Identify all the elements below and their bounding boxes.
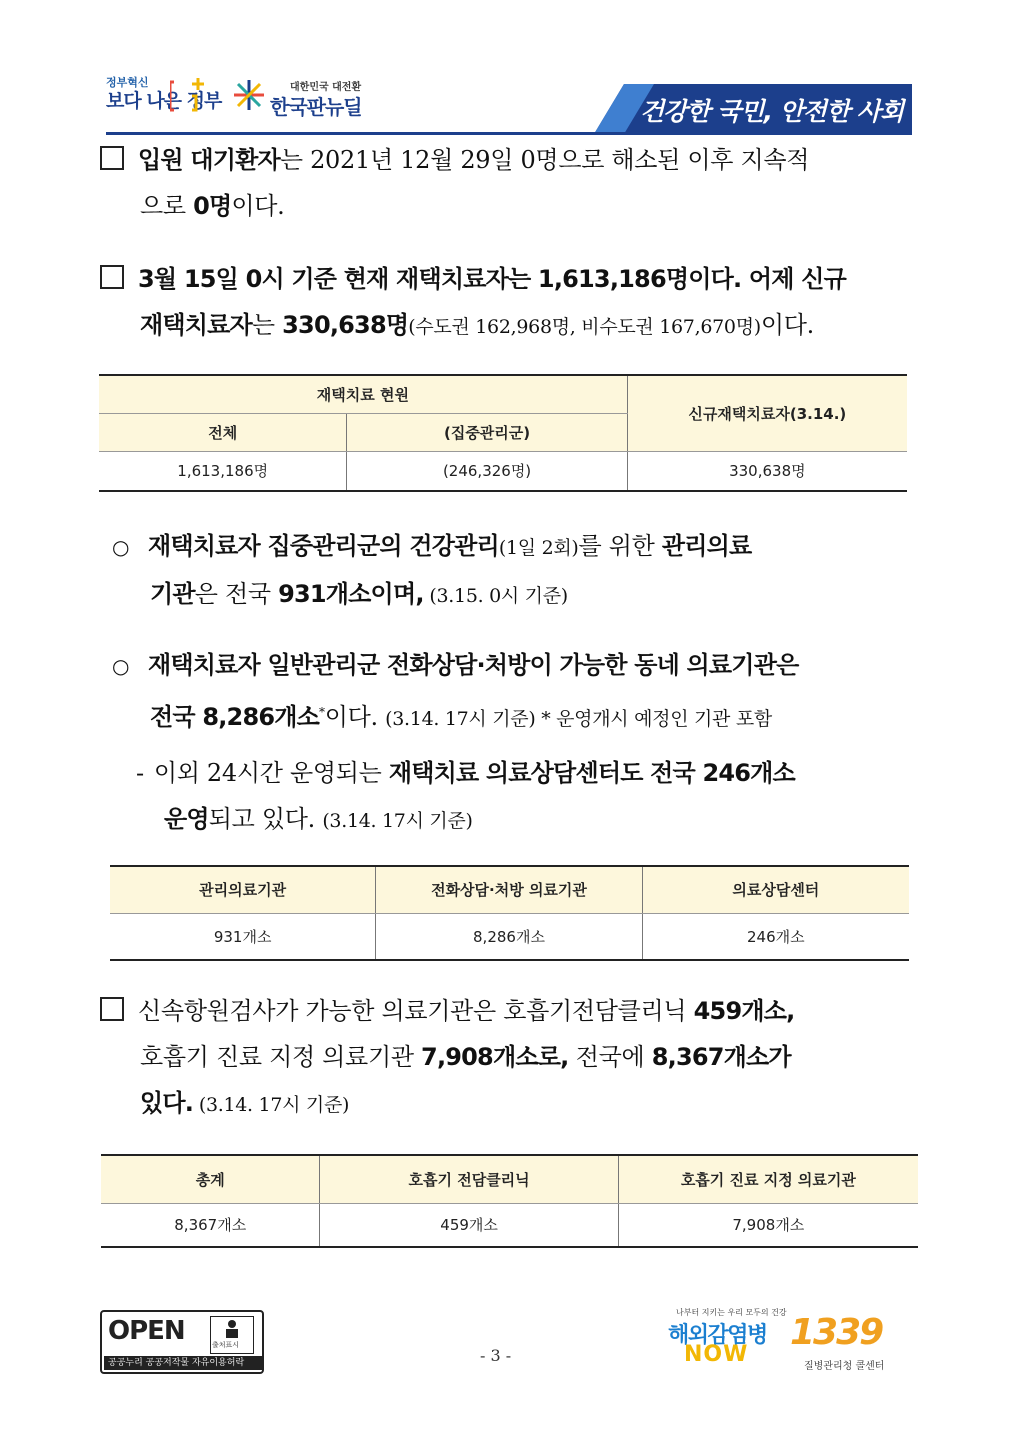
kdca-tagline: 나부터 지키는 우리 모두의 건강 (676, 1308, 787, 1317)
person-icon (211, 1317, 253, 1339)
open-license-subtitle: 공공누리 공공저작물 자유이용허락 (104, 1356, 262, 1370)
page-number: - 3 - (480, 1346, 512, 1365)
slogan-text: 건강한 국민, 안전한 사회 (640, 97, 904, 126)
td-phone-institution: 8,286개소 (376, 913, 642, 960)
callcenter-number: 1339 (790, 1312, 883, 1353)
th-total: 전체 (99, 413, 347, 451)
overseas-infection-logo: 해외감염병 (668, 1323, 767, 1348)
plus-bracket-icon (170, 76, 204, 114)
header-divider (106, 132, 912, 135)
td-designated-institution: 7,908개소 (618, 1203, 918, 1247)
th-counseling-center: 의료상담센터 (642, 866, 909, 913)
th-intensive: (집중관리군) (347, 413, 627, 451)
paragraph-inpatient: 입원 대기환자는 2021년 12월 29일 0명으로 해소된 이후 지속적 으로 0명이다. (100, 137, 922, 229)
th-respiratory-clinic: 호흡기 전담클리닉 (320, 1155, 618, 1203)
paragraph-counseling-center: - 이외 24시간 운영되는 재택치료 의료상담센터도 전국 246개소 운영되고 있다. (3.14. 17시 기준) (136, 759, 795, 833)
td-intensive: (246,326명) (347, 451, 627, 491)
open-license-text: OPEN (108, 1316, 185, 1346)
logo-new-deal-top: 대한민국 대전환 (290, 82, 362, 93)
paragraph-intensive-care: ○ 재택치료자 집중관리군의 건강관리(1일 2회)를 위한 관리의료 기관은 전국 931개소이며, (3.15. 0시 기준) (112, 523, 924, 619)
circle-bullet-icon: ○ (112, 535, 130, 559)
td-new: 330,638명 (627, 451, 907, 491)
th-current: 재택치료 현원 (99, 375, 627, 413)
attribution-badge-label: 출처표시 (212, 1341, 240, 1349)
logo-gov-innovation-top: 정부혁신 (106, 76, 149, 89)
paragraph-home-treatment: 3월 15일 0시 기준 현재 재택치료자는 1,613,186명이다. 어제 신규 재택치료자는 330,638명(수도권 162,968명, 비수도권 167,670명)이다. (100, 256, 922, 350)
table-medical-institutions (110, 865, 909, 961)
logo-gov-innovation: 보다 나은 정부 (106, 90, 222, 112)
td-total: 8,367개소 (101, 1203, 320, 1247)
td-respiratory-clinic: 459개소 (320, 1203, 618, 1247)
td-counseling-center: 246개소 (642, 913, 909, 960)
logo-new-deal: 한국판뉴딜 (270, 95, 362, 119)
paragraph-general-care: ○ 재택치료자 일반관리군 전화상담·처방이 가능한 동네 의료기관은 전국 8,286개소*이다. (3.14. 17시 기준) * 운영개시 예정인 기관 포함 (112, 642, 924, 742)
table-rapid-antigen (101, 1154, 918, 1248)
circle-bullet-icon: ○ (112, 654, 130, 678)
checkbox-bullet-icon (100, 265, 124, 289)
th-designated-institution: 호흡기 진료 지정 의료기관 (618, 1155, 918, 1203)
dash-bullet: - (136, 759, 144, 787)
th-new: 신규재택치료자(3.14.) (627, 375, 907, 451)
checkbox-bullet-icon (100, 997, 124, 1021)
th-total: 총계 (101, 1155, 320, 1203)
paragraph-rapid-antigen: 신속항원검사가 가능한 의료기관은 호흡기전담클리닉 459개소, 호흡기 진료 지정 의료기관 7,908개소로, 전국에 8,367개소가 있다. (3.14. 17시 기준) (100, 988, 922, 1128)
callcenter-label: 질병관리청 콜센터 (804, 1361, 885, 1372)
th-managing-institution: 관리의료기관 (110, 866, 376, 913)
td-total: 1,613,186명 (99, 451, 347, 491)
td-managing-institution: 931개소 (110, 913, 376, 960)
checkbox-bullet-icon (100, 146, 124, 170)
table-home-treatment (99, 374, 907, 492)
new-deal-logo-icon (232, 78, 266, 112)
overseas-infection-now: NOW (684, 1342, 749, 1367)
th-phone-institution: 전화상담·처방 의료기관 (376, 866, 642, 913)
